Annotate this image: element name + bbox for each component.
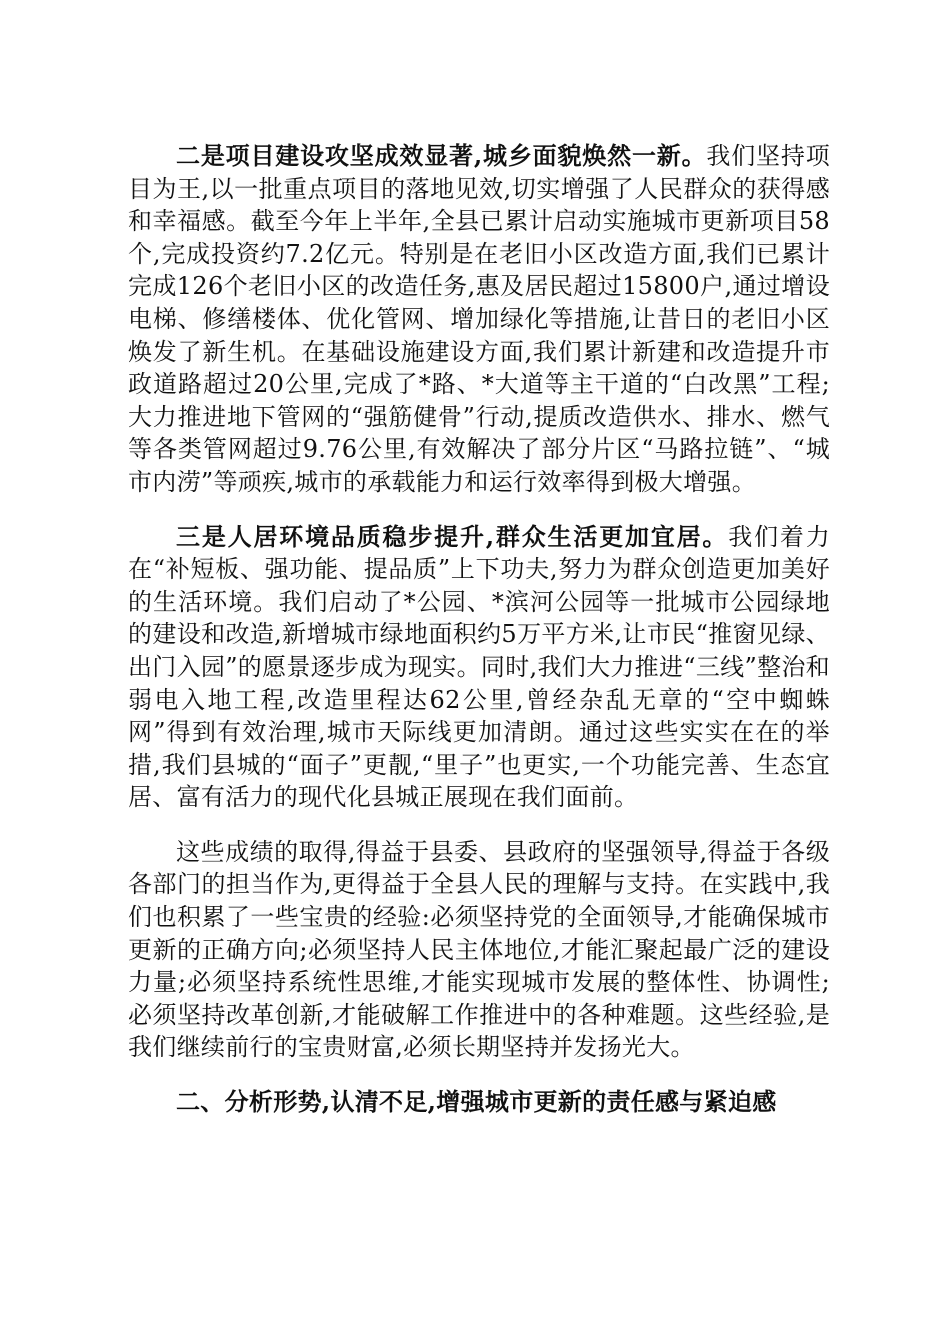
paragraph-lead: 三是人居环境品质稳步提升,群众生活更加宜居。 (176, 521, 729, 551)
paragraph-body: 我们坚持项目为王,以一批重点项目的落地见效,切实增强了人民群众的获得感和幸福感。截至今年上半年,全县已累计启动实施城市更新项目58个,完成投资约7.2亿元。特别是在老旧小区改造方面,我们已累计完成126个老旧小区的改造任务,惠及居民超过15800户,通过增设电梯、修缮楼体、优化管网、增加绿化等措施,让昔日的老旧小区焕发了新生机。在基础设施建设方面,我们累计新建和改造提升市政道路超过20公里,完成了*路、*大道等主干道的“白改黑”工程;大力推进地下管网的“强筋健骨”行动,提质改造供水、排水、燃气等各类管网超过9.76公里,有效解决了部分片区“马路拉链”、“城市内涝”等顽疾,城市的承载能力和运行效率得到极大增强。 (128, 142, 830, 496)
paragraph-body: 我们着力在“补短板、强功能、提品质”上下功夫,努力为群众创造更加美好的生活环境。我们启动了*公园、*滨河公园等一批城市公园绿地的建设和改造,新增城市绿地面积约5万平方米,让市民“推窗见绿、出门入园”的愿景逐步成为现实。同时,我们大力推进“三线”整治和弱电入地工程,改造里程达62公里,曾经杂乱无章的“空中蜘蛛网”得到有效治理,城市天际线更加清朗。通过这些实实在在的举措,我们县城的“面子”更靓,“里子”也更实,一个功能完善、生态宜居、富有活力的现代化县城正展现在我们面前。 (128, 522, 830, 812)
paragraph-lead: 二是项目建设攻坚成效显著,城乡面貌焕然一新。 (176, 141, 707, 170)
paragraph-project-construction (128, 140, 830, 499)
paragraph-living-environment (128, 521, 830, 814)
section-heading: 二、分析形势,认清不足,增强城市更新的责任感与紧迫感 (176, 1087, 777, 1117)
document-page (128, 140, 830, 1119)
paragraph-achievements-summary (128, 836, 830, 1064)
paragraph-body: 这些成绩的取得,得益于县委、县政府的坚强领导,得益于各级各部门的担当作为,更得益于全县人民的理解与支持。在实践中,我们也积累了一些宝贵的经验:必须坚持党的全面领导,才能确保城市更新的正确方向;必须坚持人民主体地位,才能汇聚起最广泛的建设力量;必须坚持系统性思维,才能实现城市发展的整体性、协调性;必须坚持改革创新,才能破解工作推进中的各种难题。这些经验,是我们继续前行的宝贵财富,必须长期坚持并发扬光大。 (128, 837, 830, 1062)
